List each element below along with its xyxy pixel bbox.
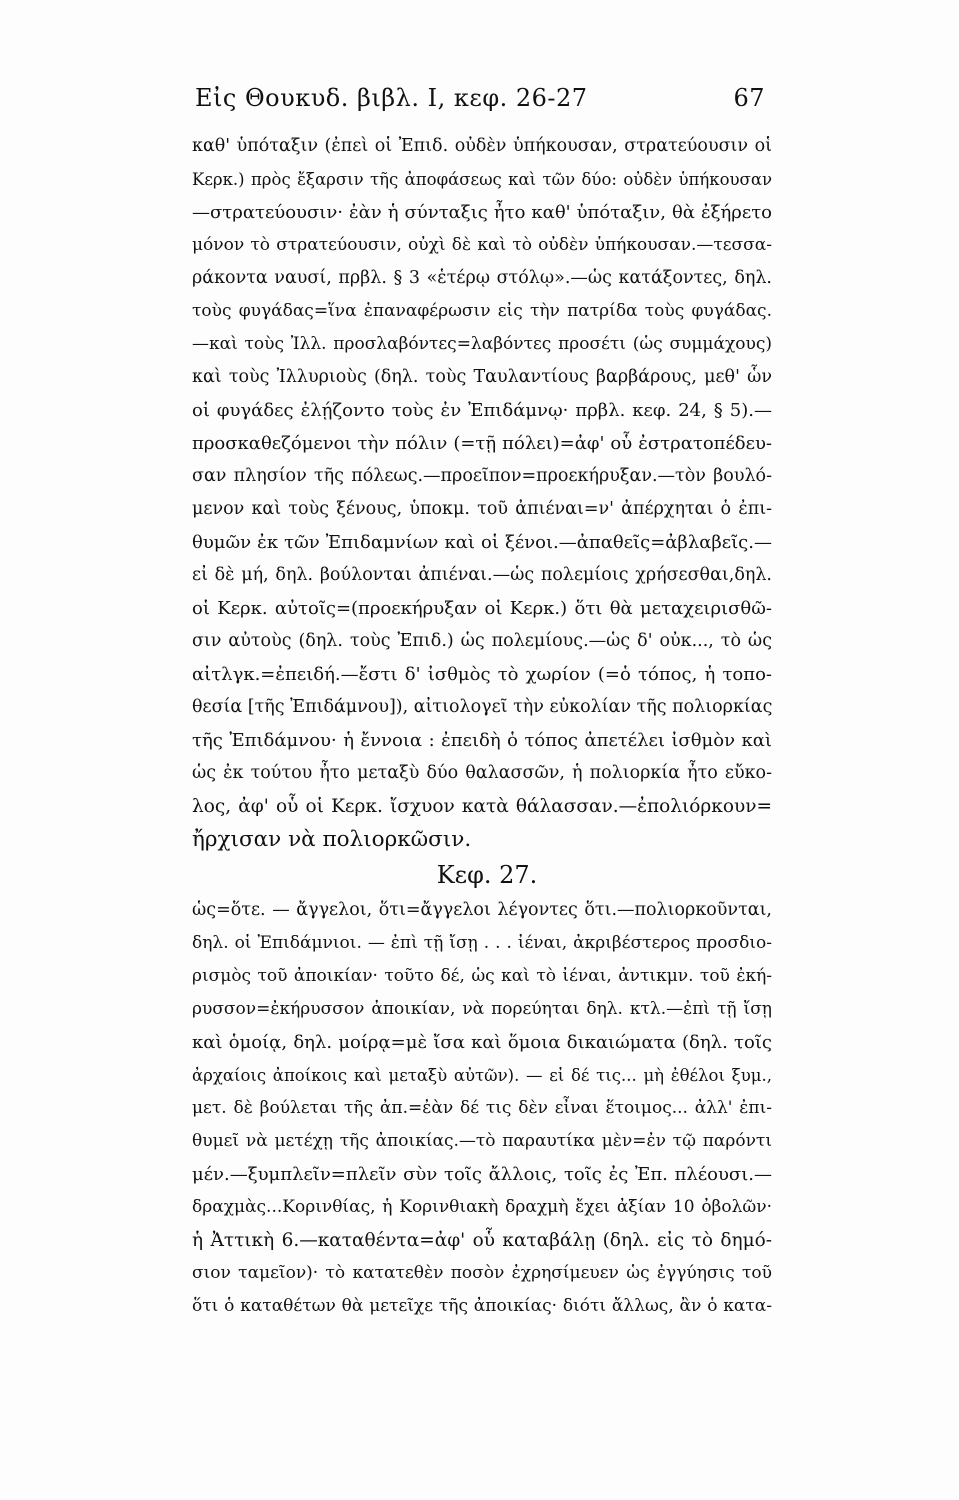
text-line: τοὺς φυγάδας=ἵνα ἐπαναφέρωσιν εἰς τὴν πατρίδα τοὺς φυγάδας.	[192, 301, 772, 321]
text-line: λος, ἀφ' οὗ οἱ Κερκ. ἴσχυον κατὰ θάλασσαν.—ἐπολιόρκουν=	[192, 796, 772, 817]
text-line: δραχμὰς...Κορινθίας, ἡ Κορινθιακὴ δραχμὴ ἔχει ἀξίαν 10 ὀβολῶν·	[192, 1197, 772, 1217]
text-line: σαν πλησίον τῆς πόλεως.—προεῖπον=προεκήρυξαν.—τὸν βουλό-	[192, 466, 772, 486]
text-line: θυμεῖ νὰ μετέχῃ τῆς ἀποικίας.—τὸ παραυτίκα μὲν=ἐν τῷ παρόντι	[192, 1131, 772, 1151]
text-line: θεσία [τῆς Ἐπιδάμνου]), αἰτιολογεῖ τὴν εὐκολίαν τῆς πολιορκίας	[192, 697, 772, 717]
text-line: καθ' ὑπόταξιν (ἐπεὶ οἱ Ἐπιδ. οὐδὲν ὑπήκουσαν, στρατεύουσιν οἱ	[192, 136, 772, 156]
text-line: οἱ Κερκ. αὐτοῖς=(προεκήρυξαν οἱ Κερκ.) ὅτι θὰ μεταχειρισθῶ-	[192, 598, 772, 619]
text-line: ἀρχαίοις ἀποίκοις καὶ μεταξὺ αὐτῶν). — εἰ δέ τις... μὴ ἐθέλοι ξυμ.,	[192, 1066, 772, 1085]
text-line: μετ. δὲ βούλεται τῆς ἀπ.=ἐὰν δέ τις δὲν εἶναι ἕτοιμος... ἀλλ' ἐπι-	[192, 1098, 772, 1118]
text-line: ρισμὸς τοῦ ἀποικίαν· τοῦτο δέ, ὡς καὶ τὸ ἰέναι, ἀντικμν. τοῦ ἐκή-	[192, 966, 772, 986]
text-line: μενον καὶ τοὺς ξένους, ὑποκμ. τοῦ ἀπιέναι=ν' ἀπέρχηται ὁ ἐπι-	[192, 499, 772, 519]
text-line: Κερκ.) πρὸς ἔξαρσιν τῆς ἀποφάσεως καὶ τῶν δύο: οὐδὲν ὑπήκουσαν	[192, 170, 772, 189]
text-line: καὶ τοὺς Ἰλλυριοὺς (δηλ. τοὺς Ταυλαντίους βαρβάρους, μεθ' ὧν	[192, 367, 772, 387]
text-line: ἤρχισαν νὰ πολιορκῶσιν.	[192, 827, 472, 852]
text-line: —στρατεύουσιν· ἐὰν ἡ σύνταξις ἦτο καθ' ὑπόταξιν, θὰ ἐξήρετο	[192, 202, 772, 223]
text-line: ρυσσον=ἐκήρυσσον ἀποικίαν, νὰ πορεύηται δηλ. κτλ.—ἐπὶ τῇ ἴσῃ	[192, 999, 772, 1019]
text-line: ράκοντα ναυσί, πρβλ. § 3 «ἑτέρῳ στόλῳ».—ὡς κατάξοντες, δηλ.	[192, 268, 772, 288]
text-line: οἱ φυγάδες ἐλῄζοντο τοὺς ἐν Ἐπιδάμνῳ· πρβλ. κεφ. 24, § 5).—	[192, 400, 772, 421]
page-number: 67	[733, 84, 765, 112]
text-line: —καὶ τοὺς Ἰλλ. προσλαβόντες=λαβόντες προσέτι (ὡς συμμάχους)	[192, 334, 772, 354]
text-line: θυμῶν ἐκ τῶν Ἐπιδαμνίων καὶ οἱ ξένοι.—ἀπαθεῖς=ἀβλαβεῖς.—	[192, 532, 772, 553]
text-line: καὶ ὁμοίᾳ, δηλ. μοίρᾳ=μὲ ἴσα καὶ ὅμοια δικαιώματα (δηλ. τοῖς	[192, 1032, 772, 1053]
text-line: ἡ Ἀττικὴ 6.—καταθέντα=ἀφ' οὗ καταβάλῃ (δηλ. εἰς τὸ δημό-	[192, 1230, 772, 1251]
text-line: σιν αὐτοὺς (δηλ. τοὺς Ἐπιδ.) ὡς πολεμίους.—ὡς δ' οὐκ..., τὸ ὡς	[192, 631, 772, 651]
commentary-text	[192, 130, 772, 1323]
text-line: μόνον τὸ στρατεύουσιν, οὐχὶ δὲ καὶ τὸ οὐδὲν ὑπήκουσαν.—τεσσα-	[192, 235, 772, 255]
text-line: ὡς=ὅτε. — ἄγγελοι, ὅτι=ἄγγελοι λέγοντες ὅτι.—πολιορκοῦνται,	[192, 900, 772, 920]
text-line: δηλ. οἱ Ἐπιδάμνιοι. — ἐπὶ τῇ ἴσῃ . . . ἰέναι, ἀκριβέστερος προσδιο-	[192, 933, 772, 953]
text-line: ὅτι ὁ καταθέτων θὰ μετεῖχε τῆς ἀποικίας· διότι ἄλλως, ἂν ὁ κατα-	[192, 1296, 772, 1316]
text-line: μέν.—ξυμπλεῖν=πλεῖν σὺν τοῖς ἄλλοις, τοῖς ἐς Ἐπ. πλέουσι.—	[192, 1164, 772, 1185]
running-head-title: Εἰς Θουκυδ. βιβλ. Ι, κεφ. 26-27	[195, 84, 588, 112]
text-line: τῆς Ἐπιδάμνου· ἡ ἔννοια : ἐπειδὴ ὁ τόπος ἀπετέλει ἰσθμὸν καὶ	[192, 730, 772, 751]
text-line: αἰτλγκ.=ἐπειδή.—ἔστι δ' ἰσθμὸς τὸ χωρίον (=ὁ τόπος, ἡ τοπο-	[192, 664, 772, 685]
chapter-heading: Κεφ. 27.	[436, 861, 538, 889]
running-head	[195, 84, 765, 118]
text-line: σιον ταμεῖον)· τὸ κατατεθὲν ποσὸν ἐχρησίμευεν ὡς ἐγγύησις τοῦ	[192, 1263, 772, 1283]
text-line: εἰ δὲ μή, δηλ. βούλονται ἀπιέναι.—ὡς πολεμίοις χρήσεσθαι,δηλ.	[192, 565, 772, 585]
text-line: προσκαθεζόμενοι τὴν πόλιν (=τῇ πόλει)=ἀφ' οὗ ἐστρατοπέδευ-	[192, 433, 772, 454]
text-line: ὡς ἐκ τούτου ἦτο μεταξὺ δύο θαλασσῶν, ἡ πολιορκία ἦτο εὔκο-	[192, 763, 772, 783]
